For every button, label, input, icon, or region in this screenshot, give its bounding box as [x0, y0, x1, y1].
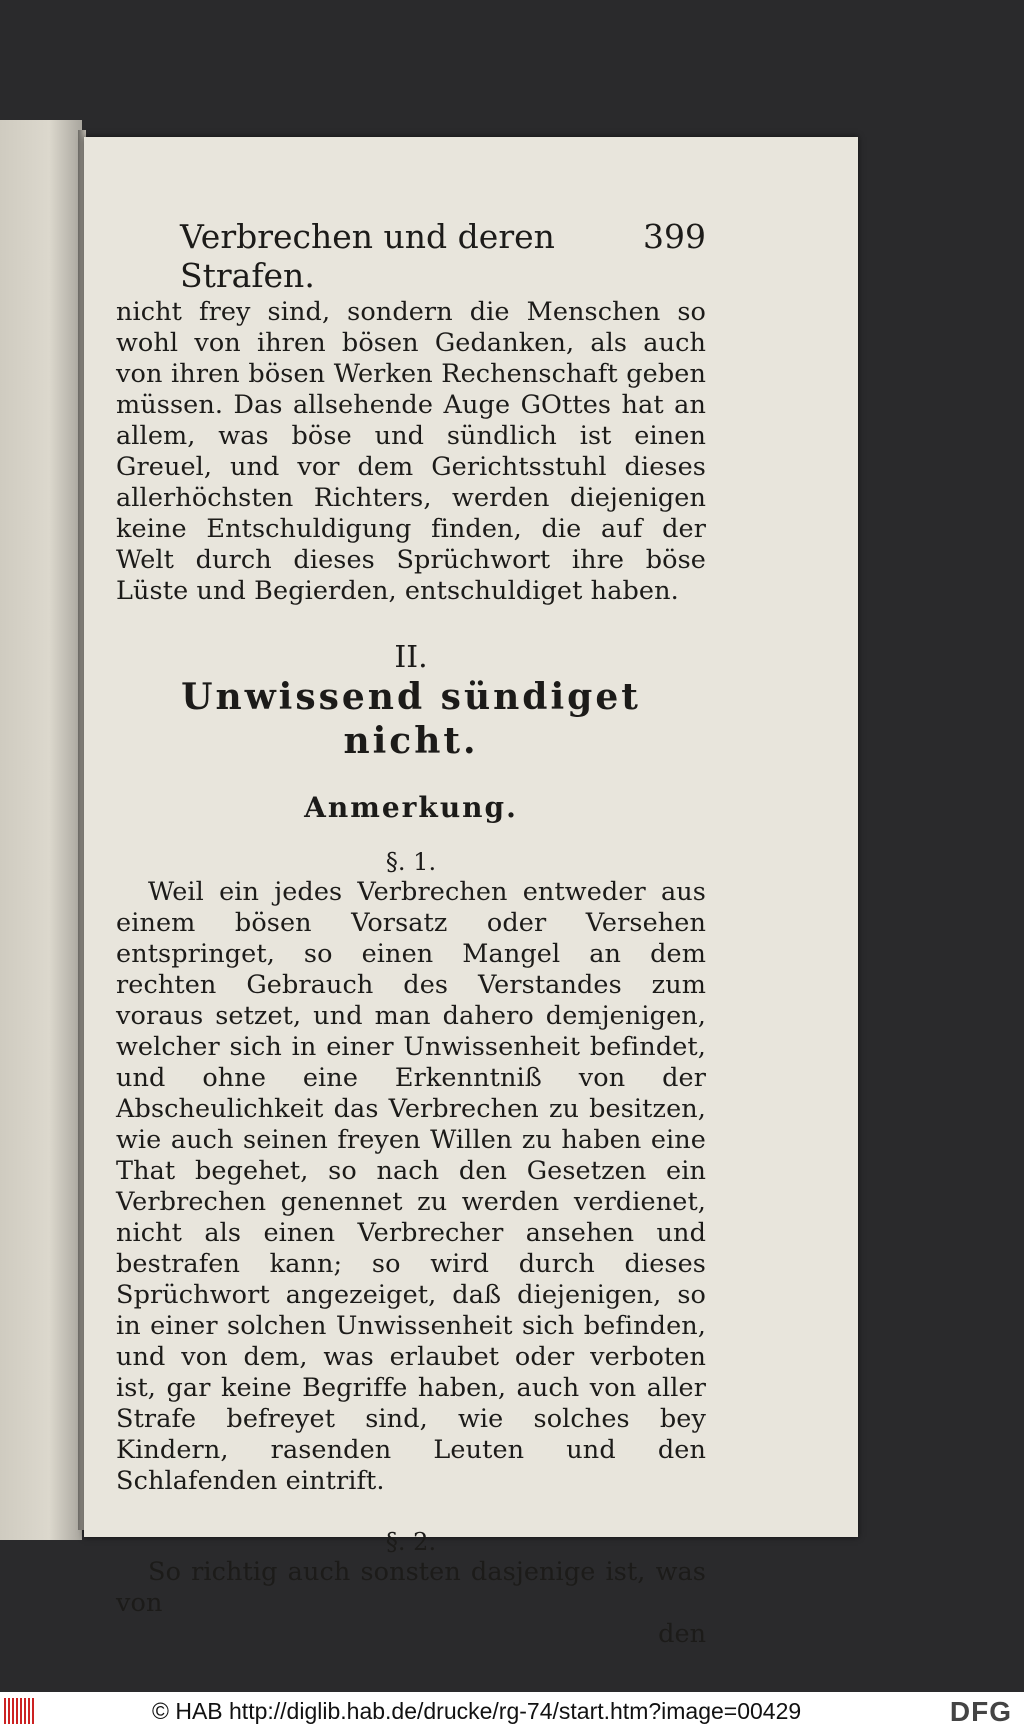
paragraph-2-text: So richtig auch sonsten dasjenige ist, was von [116, 1557, 706, 1618]
subheading: Anmerkung. [304, 791, 518, 824]
footer-bar [0, 1692, 1024, 1730]
paragraph-mark-2: §. 2. [385, 1528, 437, 1556]
source-link[interactable]: © HAB http://diglib.hab.de/drucke/rg-74/start.htm?image=00429 [152, 1697, 802, 1724]
running-head-title: Verbrechen und deren Strafen. [180, 217, 555, 295]
section-title: Unwissend sündiget nicht. [181, 676, 641, 762]
running-head [180, 217, 706, 295]
section-number: II. [394, 640, 428, 675]
page-text-block [116, 217, 706, 1650]
dfg-logo: DFG [949, 1696, 1012, 1727]
book-page [84, 137, 858, 1649]
catchword: den [658, 1619, 706, 1649]
page-number: 399 [643, 217, 706, 256]
paragraph-continuation: nicht frey sind, sondern die Menschen so wohl von ihren bösen Gedanken, als auch von ihren bösen Werken Rechenschaft geben müssen. Das allsehende Auge GOttes hat an allem, was böse und sündlich ist einen Greuel, und vor dem Gerichtsstuhl dieses allerhöchsten Richters, werden diejenigen keine Entschuldigung finden, die auf der Welt durch dieses Sprüchwort ihre böse Lüste und Begierden, entschuldiget haben. [116, 297, 706, 606]
previous-page-edge [0, 120, 82, 1540]
barcode-icon [4, 1696, 48, 1726]
paragraph-1-text: Weil ein jedes Verbrechen entweder aus einem bösen Vorsatz oder Versehen entspringet, so einen Mangel an dem rechten Gebrauch des Verstandes zum voraus setzet, und man dahero demjenigen, welcher sich in einer Unwissenheit befindet, und ohne eine Erkenntniß von der Abscheulichkeit das Verbrechen zu besitzen, wie auch seinen freyen Willen zu haben eine That begehet, so nach den Gesetzen ein Verbrechen genennet zu werden verdienet, nicht als einen Verbrecher ansehen und bestrafen kann; so wird durch dieses Sprüchwort angezeiget, daß diejenigen, so in einer solchen Unwissenheit sich befinden, und von dem, was erlaubet oder verboten ist, gar keine Begriffe haben, auch von aller Strafe befreyet sind, wie solches bey Kindern, rasenden Leuten und den Schlafenden eintrift. [116, 877, 706, 1496]
paragraph-mark-1: §. 1. [385, 848, 437, 876]
